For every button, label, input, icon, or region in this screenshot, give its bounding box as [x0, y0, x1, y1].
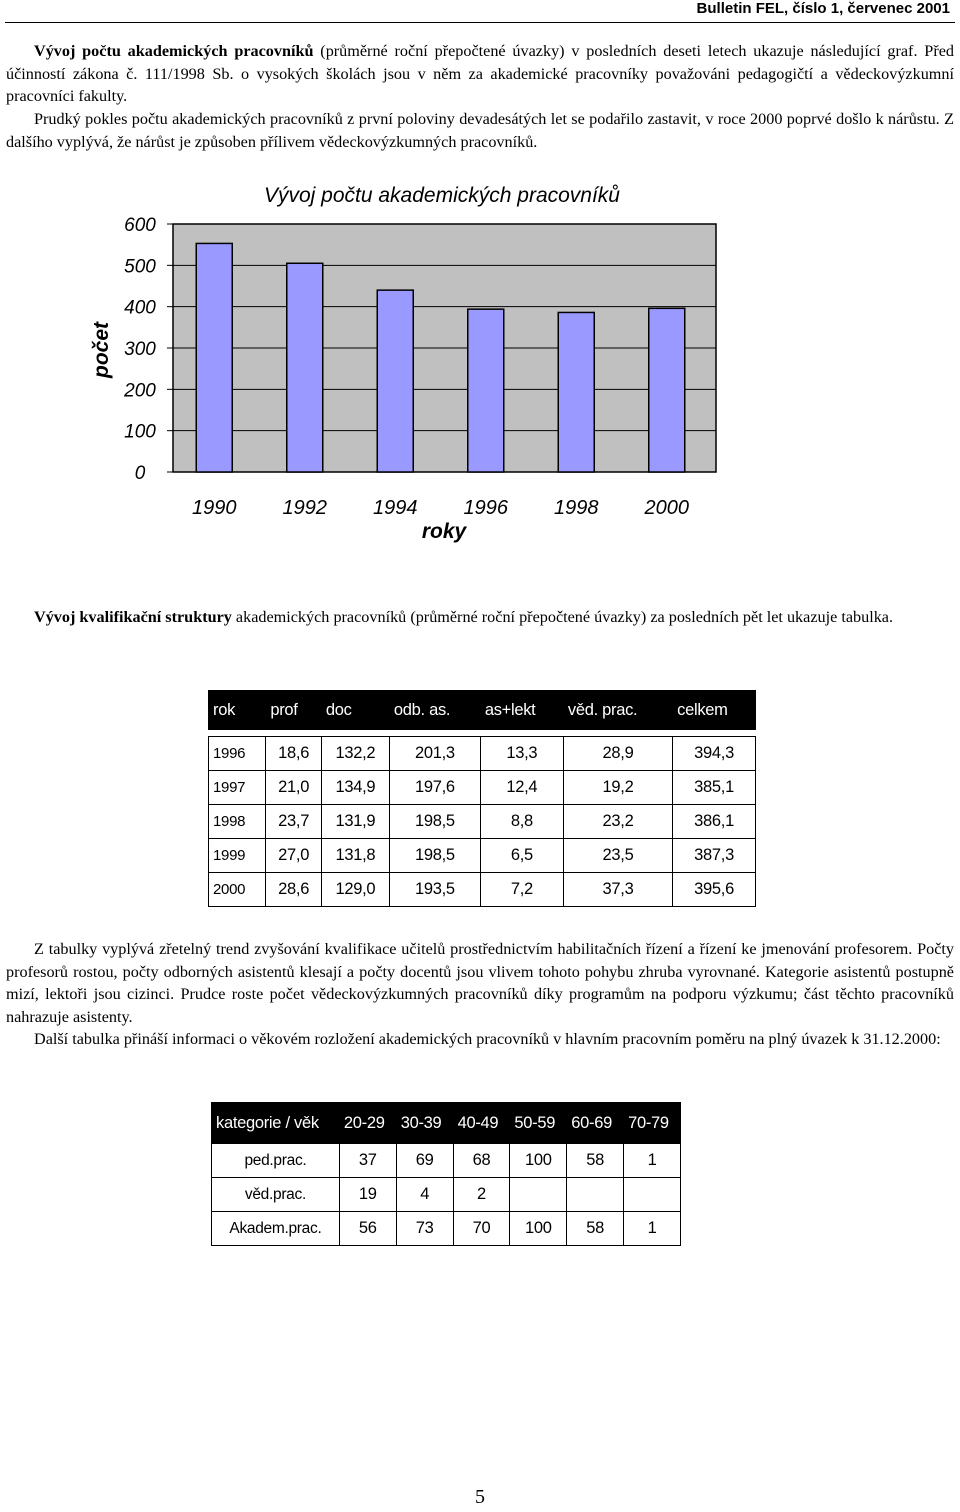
- table-cell: 193,5: [389, 873, 480, 907]
- table-cell: 56: [339, 1212, 396, 1246]
- header-rule: [5, 22, 955, 23]
- table-cell: 19,2: [563, 771, 672, 805]
- table-cell: 58: [567, 1212, 624, 1246]
- table-cell: 68: [453, 1144, 510, 1178]
- table-header-cell: rok: [209, 691, 266, 730]
- bar: [377, 290, 413, 472]
- paragraph-qualification-intro: [6, 606, 954, 629]
- table-cell: 28,9: [563, 737, 672, 771]
- paragraph-text: Prudký pokles počtu akademických pracovníků z první poloviny devadesátých let se podařilo zastavit, v roce 2000 poprvé došlo k nárůstu. Z dalšího vyplývá, že nárůst je způsoben přílivem vědeckovýzkumných pracovníků.: [6, 110, 954, 151]
- table-cell: 1998: [209, 805, 266, 839]
- table-cell: 131,8: [321, 839, 389, 873]
- table-cell: 19: [339, 1178, 396, 1212]
- x-tick-label: 1992: [282, 497, 327, 519]
- table-cell: 28,6: [266, 873, 322, 907]
- table-row: [212, 1178, 681, 1212]
- table-cell: Akadem.prac.: [212, 1212, 340, 1246]
- y-tick-label: 400: [124, 297, 156, 319]
- bar: [287, 263, 323, 472]
- table-cell: 1999: [209, 839, 266, 873]
- table-cell: 69: [396, 1144, 453, 1178]
- table-row: [212, 1144, 681, 1178]
- table-header-cell: 50-59: [510, 1103, 567, 1144]
- table-header-cell: kategorie / věk: [212, 1103, 340, 1144]
- x-axis-label: roky: [421, 520, 467, 543]
- staff-count-bar-chart: [80, 178, 730, 568]
- table-cell: 131,9: [321, 805, 389, 839]
- x-tick-label: 1994: [373, 497, 418, 519]
- table-cell: [567, 1178, 624, 1212]
- table-header-cell: doc: [321, 691, 389, 730]
- table-header-cell: as+lekt: [480, 691, 563, 730]
- table-cell: [624, 1178, 681, 1212]
- table-cell: ped.prac.: [212, 1144, 340, 1178]
- table-row: [209, 839, 756, 873]
- table-header-row: [209, 691, 756, 730]
- table-header-cell: 60-69: [567, 1103, 624, 1144]
- table-cell: 58: [567, 1144, 624, 1178]
- table-cell: 100: [510, 1144, 567, 1178]
- y-tick-label: 600: [124, 215, 156, 236]
- table-cell: 6,5: [480, 839, 563, 873]
- y-tick-label: 200: [124, 380, 156, 402]
- paragraph-decline: [6, 108, 954, 153]
- table-cell: 23,5: [563, 839, 672, 873]
- paragraph-text: (průměrné roční přepočtené úvazky) v posledních deseti letech ukazuje následující graf. Před účinností zákona č. 111/1998 Sb. o vysokých školách jsou v něm za akademické pracovníky považováni pedagogičtí a vědeckovýzkumní pracovníci fakulty.: [6, 42, 954, 106]
- table-header-cell: 30-39: [396, 1103, 453, 1144]
- table-cell: 23,7: [266, 805, 322, 839]
- table-cell: 395,6: [673, 873, 756, 907]
- table-cell: 386,1: [673, 805, 756, 839]
- x-tick-label: 2000: [644, 497, 689, 519]
- table-cell: 201,3: [389, 737, 480, 771]
- paragraph-age-intro: [6, 1028, 954, 1051]
- table-header-cell: prof: [266, 691, 322, 730]
- table-cell: 387,3: [673, 839, 756, 873]
- table-cell: 70: [453, 1212, 510, 1246]
- x-tick-label: 1996: [463, 497, 508, 519]
- paragraph-text: akademických pracovníků (průměrné roční přepočtené úvazky) za posledních pět let ukazuje tabulka.: [231, 608, 894, 626]
- table-spacer-row: [209, 730, 756, 737]
- table-cell: 2: [453, 1178, 510, 1212]
- table-cell: 4: [396, 1178, 453, 1212]
- y-tick-label: 500: [124, 256, 156, 278]
- table-cell: 198,5: [389, 805, 480, 839]
- table-cell: 12,4: [480, 771, 563, 805]
- age-distribution-table: [211, 1102, 681, 1246]
- table-header-cell: 40-49: [453, 1103, 510, 1144]
- qualification-table: [208, 690, 756, 907]
- table-row: [212, 1212, 681, 1246]
- table-cell: 394,3: [673, 737, 756, 771]
- table-row: [209, 737, 756, 771]
- table-cell: 197,6: [389, 771, 480, 805]
- bar: [649, 308, 685, 472]
- table-cell: [510, 1178, 567, 1212]
- table-cell: 18,6: [266, 737, 322, 771]
- spacer-cell: [209, 730, 756, 737]
- table-row: [209, 771, 756, 805]
- bar: [558, 312, 594, 472]
- paragraph-bold-lead: Vývoj kvalifikační struktury: [34, 608, 232, 626]
- table-cell: 1996: [209, 737, 266, 771]
- table-header-cell: celkem: [673, 691, 756, 730]
- bulletin-header-title: Bulletin FEL, číslo 1, červenec 2001: [696, 0, 950, 17]
- paragraph-qualification-trend: [6, 938, 954, 1028]
- paragraph-text: Další tabulka přináší informaci o věkovém rozložení akademických pracovníků v hlavním pracovním poměru na plný úvazek k 31.12.2000:: [34, 1030, 941, 1048]
- table-cell: 23,2: [563, 805, 672, 839]
- y-axis-label: počet: [90, 321, 113, 379]
- table-cell: 37,3: [563, 873, 672, 907]
- table-cell: 132,2: [321, 737, 389, 771]
- table-row: [209, 805, 756, 839]
- table-header-cell: věd. prac.: [563, 691, 672, 730]
- chart-title: Vývoj počtu akademických pracovníků: [263, 184, 621, 207]
- table-cell: 13,3: [480, 737, 563, 771]
- table-cell: 198,5: [389, 839, 480, 873]
- table-cell: 100: [510, 1212, 567, 1246]
- x-tick-label: 1990: [192, 497, 237, 519]
- paragraph-chart-intro: [6, 40, 954, 108]
- table-cell: 1: [624, 1212, 681, 1246]
- table-cell: 2000: [209, 873, 266, 907]
- table-cell: 21,0: [266, 771, 322, 805]
- table-cell: 134,9: [321, 771, 389, 805]
- table-cell: 8,8: [480, 805, 563, 839]
- table-row: [209, 873, 756, 907]
- table-header-cell: 70-79: [624, 1103, 681, 1144]
- table-cell: 385,1: [673, 771, 756, 805]
- table-cell: 1: [624, 1144, 681, 1178]
- y-tick-label: 300: [124, 339, 156, 360]
- table-header-cell: 20-29: [339, 1103, 396, 1144]
- table-cell: 27,0: [266, 839, 322, 873]
- y-tick-label: 0: [134, 463, 146, 484]
- table-header-row: [212, 1103, 681, 1144]
- table-cell: 129,0: [321, 873, 389, 907]
- paragraph-text: Z tabulky vyplývá zřetelný trend zvyšování kvalifikace učitelů prostřednictvím habilitačních řízení a řízení ke jmenování profesorem. Počty profesorů rostou, počty odborných asistentů klesají a počty docentů jsou vlivem tohoto pohybu zhruba vyrovnané. Kategorie asistentů postupně mizí, lektoři jsou cizinci. Prudce roste počet vědeckovýzkumných pracovníků díky programům na podporu výzkumu; část těchto pracovníků nahrazuje asistenty.: [6, 940, 954, 1026]
- x-tick-label: 1998: [554, 497, 599, 519]
- table-cell: 73: [396, 1212, 453, 1246]
- paragraph-bold-lead: Vývoj počtu akademických pracovníků: [34, 42, 314, 60]
- bar: [196, 243, 232, 472]
- table-cell: 7,2: [480, 873, 563, 907]
- table-cell: 37: [339, 1144, 396, 1178]
- page-number: 5: [475, 1486, 485, 1508]
- y-tick-label: 100: [124, 421, 156, 443]
- table-header-cell: odb. as.: [389, 691, 480, 730]
- bar: [468, 309, 504, 472]
- table-cell: věd.prac.: [212, 1178, 340, 1212]
- table-cell: 1997: [209, 771, 266, 805]
